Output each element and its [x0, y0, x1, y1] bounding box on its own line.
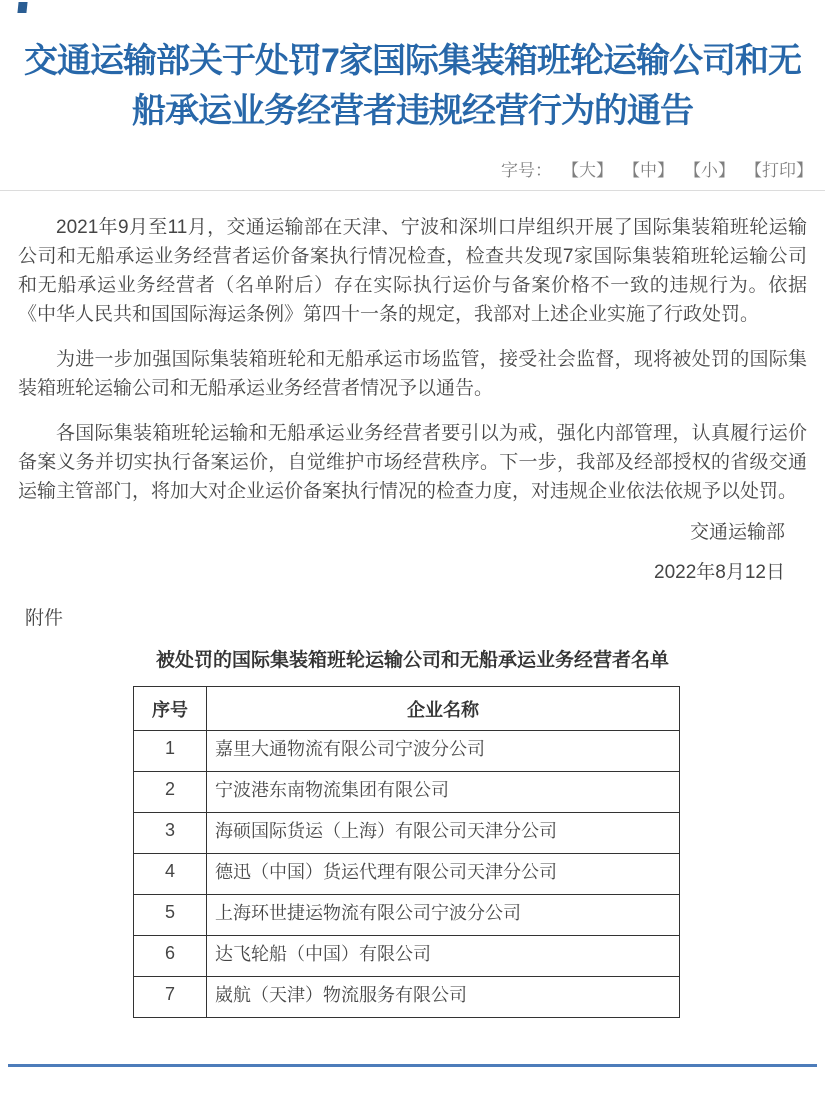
font-size-large-button[interactable]: 【大】 [562, 161, 613, 180]
table-header-row [134, 687, 680, 731]
print-button[interactable]: 【打印】 [745, 161, 813, 180]
notice-body [0, 191, 825, 506]
col-header-name: 企业名称 [207, 687, 680, 731]
cell-company-name: 达飞轮船（中国）有限公司 [207, 936, 680, 977]
signature-date: 2022年8月12日 [654, 562, 785, 583]
cell-company-name: 嘉里大通物流有限公司宁波分公司 [207, 731, 680, 772]
bottom-rule [8, 1064, 817, 1067]
paragraph-2: 为进一步加强国际集装箱班轮和无船承运市场监管，接受社会监督，现将被处罚的国际集装箱班轮运输公司和无船承运业务经营者情况予以通告。 [18, 349, 807, 399]
signature-issuer: 交通运输部 [689, 522, 785, 543]
cell-row-no: 3 [134, 813, 207, 854]
font-size-toolbar [0, 160, 825, 182]
cell-company-name: 德迅（中国）货运代理有限公司天津分公司 [207, 854, 680, 895]
table-row [134, 936, 680, 977]
attachment-label: 附件 [25, 608, 64, 629]
cell-row-no: 2 [134, 772, 207, 813]
table-title: 被处罚的国际集装箱班轮运输公司和无船承运业务经营者名单 [155, 650, 669, 671]
table-row [134, 731, 680, 772]
table-row [134, 977, 680, 1018]
paragraph-1: 2021年9月至11月，交通运输部在天津、宁波和深圳口岸组织开展了国际集装箱班轮运输公司和无船承运业务经营者运价备案执行情况检查，检查共发现7家国际集装箱班轮运输公司和无船承运业务经营者（名单附后）存在实际执行运价与备案价格不一致的违规行为。依据《中华人民共和国国际海运条例》第四十一条的规定，我部对上述企业实施了行政处罚。 [18, 217, 807, 325]
cell-company-name: 上海环世捷运物流有限公司宁波分公司 [207, 895, 680, 936]
table-row [134, 772, 680, 813]
font-size-medium-button[interactable]: 【中】 [623, 161, 674, 180]
page-top-logo-fragment [17, 2, 27, 13]
table-row [134, 854, 680, 895]
cell-row-no: 1 [134, 731, 207, 772]
signature-block [0, 522, 825, 584]
table-row [134, 813, 680, 854]
paragraph-3: 各国际集装箱班轮运输和无船承运业务经营者要引以为戒，强化内部管理，认真履行运价备案义务并切实执行备案运价，自觉维护市场经营秩序。下一步，我部及经部授权的省级交通运输主管部门，将加大对企业运价备案执行情况的检查力度，对违规企业依法依规予以处罚。 [18, 423, 807, 502]
cell-company-name: 崴航（天津）物流服务有限公司 [207, 977, 680, 1018]
cell-row-no: 4 [134, 854, 207, 895]
font-size-label: 字号： [501, 161, 552, 180]
cell-company-name: 海硕国际货运（上海）有限公司天津分公司 [207, 813, 680, 854]
col-header-no: 序号 [134, 687, 207, 731]
table-row [134, 895, 680, 936]
cell-row-no: 6 [134, 936, 207, 977]
penalty-table [133, 686, 680, 1018]
font-size-small-button[interactable]: 【小】 [684, 161, 735, 180]
page-title: 交通运输部关于处罚7家国际集装箱班轮运输公司和无船承运业务经营者违规经营行为的通告 [24, 42, 801, 130]
cell-row-no: 7 [134, 977, 207, 1018]
cell-company-name: 宁波港东南物流集团有限公司 [207, 772, 680, 813]
cell-row-no: 5 [134, 895, 207, 936]
